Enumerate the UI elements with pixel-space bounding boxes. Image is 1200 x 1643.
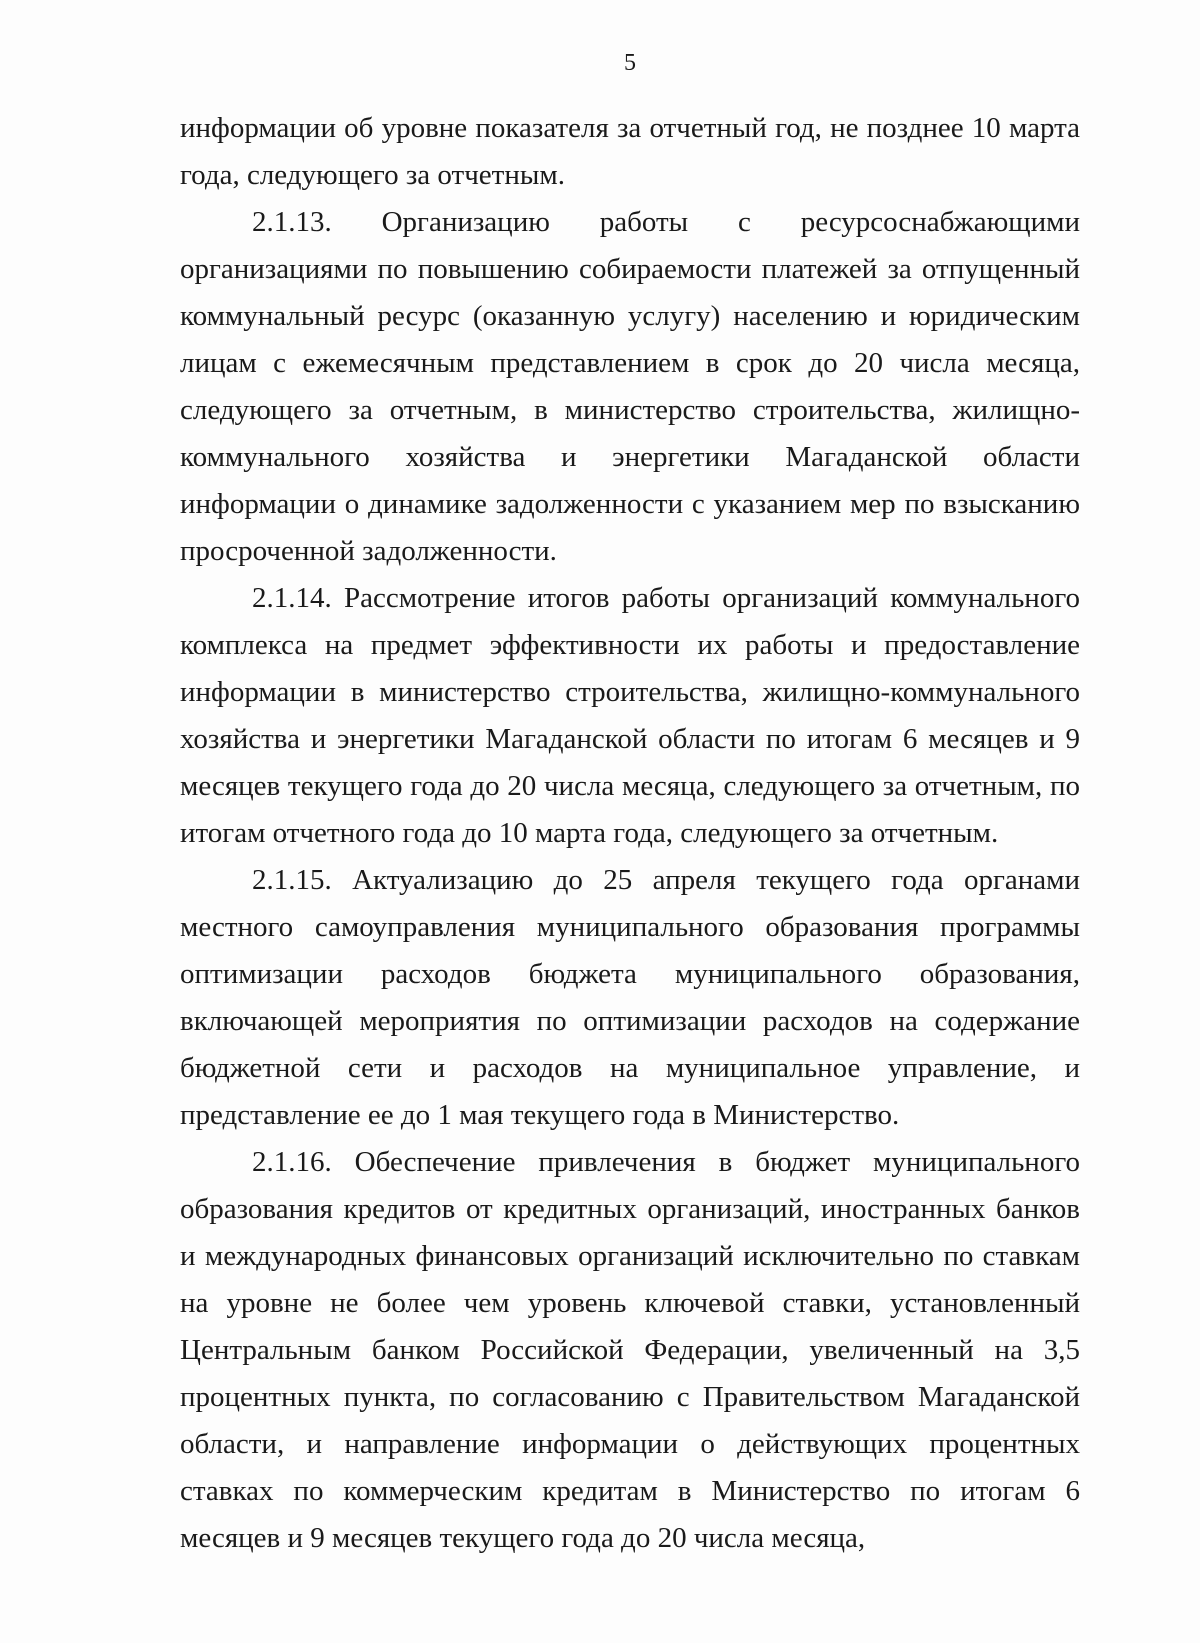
paragraph-continuation: информации об уровне показателя за отчетный год, не позднее 10 марта года, следующего за отчетным.: [180, 112, 1080, 191]
paragraph-2-1-16: 2.1.16. Обеспечение привлечения в бюджет муниципального образования кредитов от кредитных организаций, иностранных банков и международных финансовых организаций исключительно по ставкам на уровне не более чем уровень ключевой ставки, установленный Центральным банком Российской Федерации, увеличенный на 3,5 процентных пункта, по согласованию с Правительством Магаданской области, и направление информации о действующих процентных ставках по коммерческим кредитам в Министерство по итогам 6 месяцев и 9 месяцев текущего года до 20 числа месяца,: [180, 1146, 1080, 1554]
page-number: 5: [624, 50, 636, 76]
paragraph-2-1-13: 2.1.13. Организацию работы с ресурсоснабжающими организациями по повышению собираемости платежей за отпущенный коммунальный ресурс (оказанную услугу) населению и юридическим лицам с ежемесячным представлением в срок до 20 числа месяца, следующего за отчетным, в министерство строительства, жилищно-коммунального хозяйства и энергетики Магаданской области информации о динамике задолженности с указанием мер по взысканию просроченной задолженности.: [180, 206, 1080, 567]
paragraph-2-1-15: 2.1.15. Актуализацию до 25 апреля текущего года органами местного самоуправления муниципального образования программы оптимизации расходов бюджета муниципального образования, включающей мероприятия по оптимизации расходов на содержание бюджетной сети и расходов на муниципальное управление, и представление ее до 1 мая текущего года в Министерство.: [180, 864, 1080, 1131]
paragraph-2-1-14: 2.1.14. Рассмотрение итогов работы организаций коммунального комплекса на предмет эффективности их работы и предоставление информации в министерство строительства, жилищно-коммунального хозяйства и энергетики Магаданской области по итогам 6 месяцев и 9 месяцев текущего года до 20 числа месяца, следующего за отчетным, по итогам отчетного года до 10 марта года, следующего за отчетным.: [180, 582, 1080, 849]
document-body: [180, 105, 1080, 1562]
